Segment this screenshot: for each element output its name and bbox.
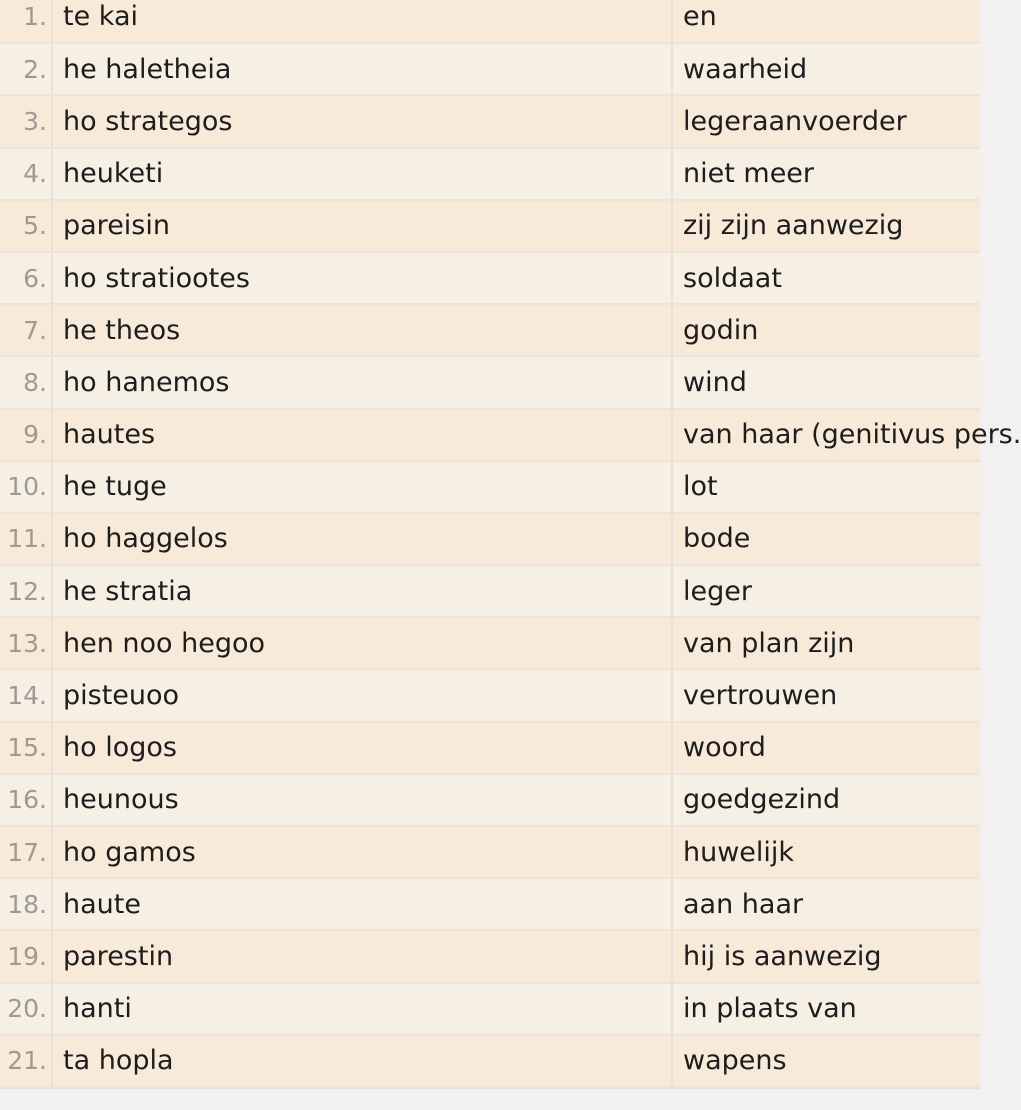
- dutch-translation-cell: zij zijn aanwezig: [672, 200, 980, 252]
- greek-term-cell: heunous: [52, 774, 672, 826]
- dutch-translation-cell: godin: [672, 304, 980, 356]
- greek-term-cell: ho logos: [52, 722, 672, 774]
- greek-term-cell: hen noo hegoo: [52, 617, 672, 669]
- row-number: 11.: [0, 513, 52, 565]
- dutch-translation-cell: waarheid: [672, 43, 980, 95]
- greek-term-cell: heuketi: [52, 148, 672, 200]
- dutch-translation-cell: in plaats van: [672, 983, 980, 1035]
- greek-term-cell: hautes: [52, 409, 672, 461]
- dutch-translation-cell: hij is aanwezig: [672, 930, 980, 982]
- dutch-translation-cell: wapens: [672, 1035, 980, 1087]
- dutch-translation-cell: vertrouwen: [672, 669, 980, 721]
- row-number: 1.: [0, 0, 52, 43]
- row-number: 5.: [0, 200, 52, 252]
- dutch-translation-cell: lot: [672, 461, 980, 513]
- greek-term-cell: parestin: [52, 930, 672, 982]
- dutch-translation-cell: van haar (genitivus pers.: [672, 409, 980, 461]
- dutch-translation-cell: legeraanvoerder: [672, 95, 980, 147]
- dutch-translation-cell: aan haar: [672, 878, 980, 930]
- page-bottom-strip: [0, 1088, 980, 1110]
- table-row: [0, 722, 980, 774]
- row-number: 21.: [0, 1035, 52, 1087]
- table-row: [0, 1035, 980, 1087]
- table-row: [0, 409, 980, 461]
- table-row: [0, 669, 980, 721]
- row-number: 6.: [0, 252, 52, 304]
- row-number: 9.: [0, 409, 52, 461]
- greek-term-cell: ho stratiootes: [52, 252, 672, 304]
- dutch-translation-cell: leger: [672, 565, 980, 617]
- row-number: 10.: [0, 461, 52, 513]
- dutch-translation-cell: huwelijk: [672, 826, 980, 878]
- row-number: 3.: [0, 95, 52, 147]
- greek-term-cell: ho strategos: [52, 95, 672, 147]
- dutch-translation-cell: niet meer: [672, 148, 980, 200]
- greek-term-cell: hanti: [52, 983, 672, 1035]
- greek-term-cell: ho gamos: [52, 826, 672, 878]
- table-row: [0, 565, 980, 617]
- row-number: 20.: [0, 983, 52, 1035]
- table-row: [0, 774, 980, 826]
- row-number: 18.: [0, 878, 52, 930]
- table-row: [0, 356, 980, 408]
- table-row: [0, 148, 980, 200]
- dutch-translation-cell: goedgezind: [672, 774, 980, 826]
- dutch-translation-cell: van plan zijn: [672, 617, 980, 669]
- dutch-translation-cell: woord: [672, 722, 980, 774]
- row-number: 14.: [0, 669, 52, 721]
- greek-term-cell: he haletheia: [52, 43, 672, 95]
- row-number: 12.: [0, 565, 52, 617]
- table-row: [0, 200, 980, 252]
- table-row: [0, 826, 980, 878]
- greek-term-cell: pareisin: [52, 200, 672, 252]
- table-row: [0, 878, 980, 930]
- table-row: [0, 983, 980, 1035]
- table-row: [0, 617, 980, 669]
- greek-term-cell: he tuge: [52, 461, 672, 513]
- row-number: 16.: [0, 774, 52, 826]
- row-number: 4.: [0, 148, 52, 200]
- table-row: [0, 513, 980, 565]
- dutch-translation-cell: soldaat: [672, 252, 980, 304]
- greek-term-cell: pisteuoo: [52, 669, 672, 721]
- greek-term-cell: te kai: [52, 0, 672, 43]
- row-number: 13.: [0, 617, 52, 669]
- table-row: [0, 95, 980, 147]
- row-number: 7.: [0, 304, 52, 356]
- greek-term-cell: ho hanemos: [52, 356, 672, 408]
- row-number: 2.: [0, 43, 52, 95]
- greek-term-cell: ta hopla: [52, 1035, 672, 1087]
- row-number: 8.: [0, 356, 52, 408]
- dutch-translation-cell: bode: [672, 513, 980, 565]
- greek-term-cell: he stratia: [52, 565, 672, 617]
- dutch-translation-cell: en: [672, 0, 980, 43]
- table-row: [0, 930, 980, 982]
- row-number: 15.: [0, 722, 52, 774]
- greek-term-cell: haute: [52, 878, 672, 930]
- greek-term-cell: ho haggelos: [52, 513, 672, 565]
- row-number: 17.: [0, 826, 52, 878]
- table-row: [0, 461, 980, 513]
- dutch-translation-cell: wind: [672, 356, 980, 408]
- greek-term-cell: he theos: [52, 304, 672, 356]
- table-row: [0, 252, 980, 304]
- table-row: [0, 43, 980, 95]
- row-number: 19.: [0, 930, 52, 982]
- table-row: [0, 304, 980, 356]
- table-row: [0, 0, 980, 43]
